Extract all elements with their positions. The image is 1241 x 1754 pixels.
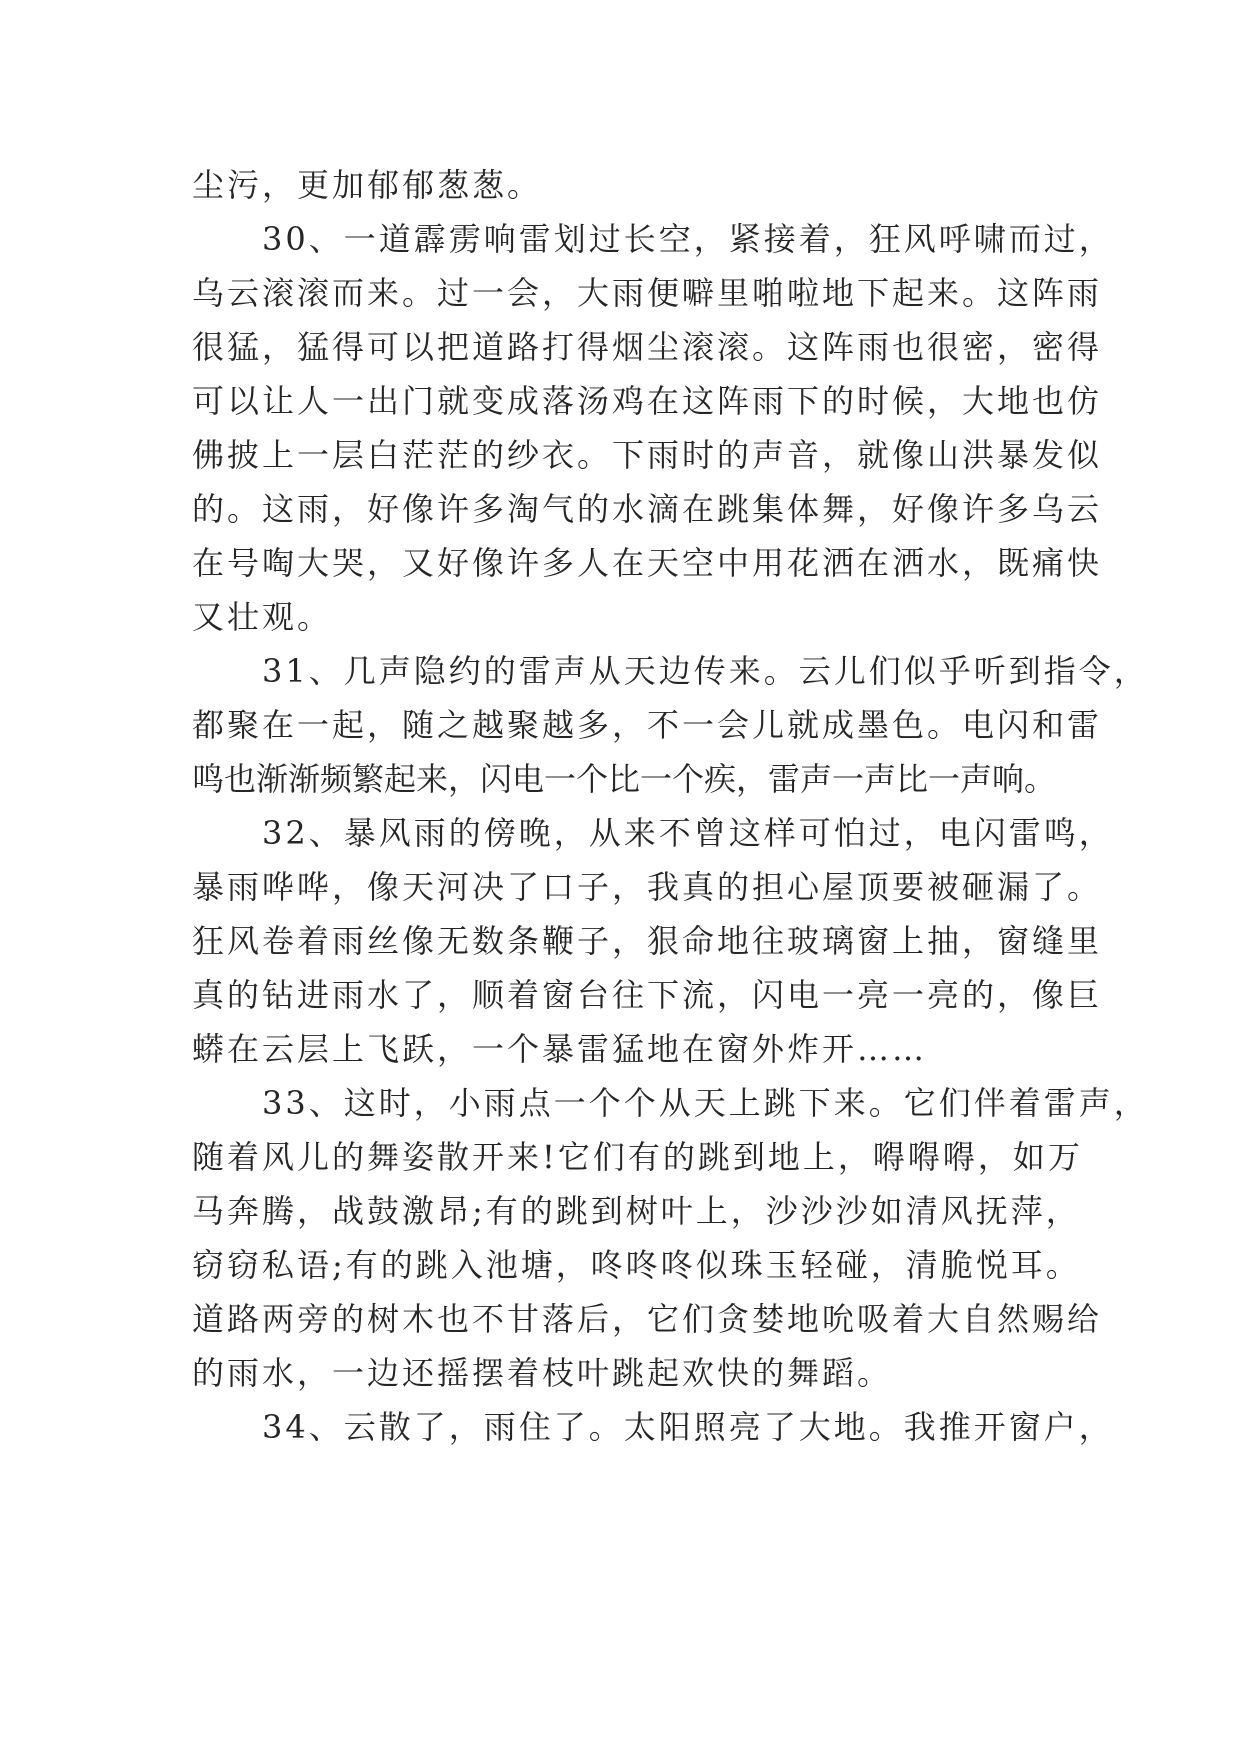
text-line: 道路两旁的树木也不甘落后，它们贪婪地吮吸着大自然赐给	[192, 1300, 1103, 1338]
text-line: 蟒在云层上飞跃，一个暴雷猛地在窗外炸开……	[192, 1030, 928, 1068]
text-line: 的雨水，一边还摇摆着枝叶跳起欢快的舞蹈。	[192, 1354, 893, 1392]
text-line: 乌云滚滚而来。过一会，大雨便噼里啪啦地下起来。这阵雨	[192, 274, 1103, 312]
text-line: 随着风儿的舞姿散开来!它们有的跳到地上，嘚嘚嘚，如万	[192, 1138, 1083, 1176]
text-line: 窃窃私语;有的跳入池塘，咚咚咚似珠玉轻碰，清脆悦耳。	[192, 1246, 1081, 1284]
text-line: 尘污，更加郁郁葱葱。	[192, 166, 543, 204]
text-line: 真的钻进雨水了，顺着窗台往下流，闪电一亮一亮的，像巨	[192, 976, 1103, 1014]
text-line: 的。这雨，好像许多淘气的水滴在跳集体舞，好像许多乌云	[192, 490, 1103, 528]
text-line: 30、一道霹雳响雷划过长空，紧接着，狂风呼啸而过，	[192, 220, 1114, 258]
text-line: 暴雨哗哗，像天河决了口子，我真的担心屋顶要被砸漏了。	[192, 868, 1103, 906]
text-line: 32、暴风雨的傍晚，从来不曾这样可怕过，电闪雷鸣，	[192, 814, 1114, 852]
body-text	[192, 158, 1149, 1454]
text-line: 都聚在一起，随之越聚越多，不一会儿就成墨色。电闪和雷	[192, 706, 1103, 744]
text-line: 可以让人一出门就变成落汤鸡在这阵雨下的时候，大地也仿	[192, 382, 1103, 420]
text-line: 鸣也渐渐频繁起来，闪电一个比一个疾，雷声一声比一声响。	[192, 760, 1057, 798]
text-line: 狂风卷着雨丝像无数条鞭子，狠命地往玻璃窗上抽，窗缝里	[192, 922, 1103, 960]
text-line: 又壮观。	[192, 598, 333, 636]
text-line: 佛披上一层白茫茫的纱衣。下雨时的声音，就像山洪暴发似	[192, 436, 1103, 474]
text-line: 马奔腾，战鼓激昂;有的跳到树叶上，沙沙沙如清风抚萍，	[192, 1192, 1081, 1230]
text-line: 在号啕大哭，又好像许多人在天空中用花洒在洒水，既痛快	[192, 544, 1103, 582]
text-line: 34、云散了，雨住了。太阳照亮了大地。我推开窗户，	[192, 1408, 1114, 1446]
text-line: 很猛，猛得可以把道路打得烟尘滚滚。这阵雨也很密，密得	[192, 328, 1103, 366]
text-line: 33、这时，小雨点一个个从天上跳下来。它们伴着雷声，	[192, 1084, 1149, 1122]
text-line: 31、几声隐约的雷声从天边传来。云儿们似乎听到指令，	[192, 652, 1149, 690]
